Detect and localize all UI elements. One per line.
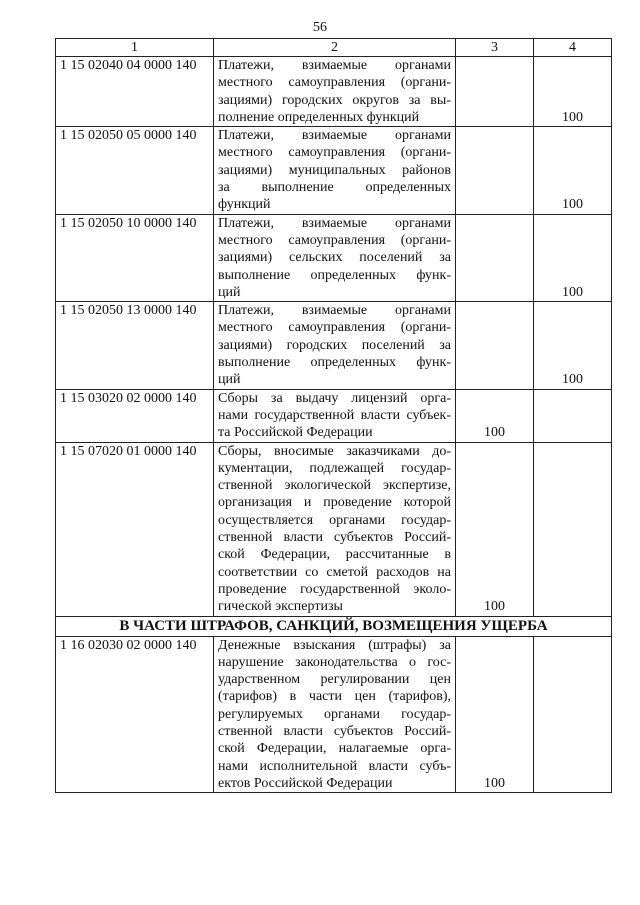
- description-line: Платежи, взимаемые органами: [218, 58, 451, 73]
- description-cell: [214, 214, 456, 301]
- description-line: Сборы за выдачу лицензий орга-: [218, 390, 451, 406]
- budget-code-cell: 1 15 07020 01 0000 140: [56, 442, 214, 616]
- revenue-codes-table: [55, 38, 612, 793]
- description-cell: [214, 302, 456, 389]
- column-3-value: 100: [456, 442, 534, 616]
- description-line: организация и проведение которой: [218, 495, 451, 511]
- description-cell: [214, 636, 456, 793]
- description-line: Сборы, вносимые заказчиками до-: [218, 443, 451, 459]
- table-row: [56, 442, 612, 616]
- budget-code-cell: 1 15 02050 05 0000 140: [56, 127, 214, 214]
- description-line: ственной экологической экспертизе,: [218, 478, 451, 494]
- column-4-value: 100: [534, 127, 612, 214]
- column-3-value: [456, 302, 534, 389]
- description-line: выполнение определенных функ-: [218, 355, 451, 371]
- description-line: полнение определенных функций: [218, 109, 420, 125]
- column-4-value: 100: [534, 214, 612, 301]
- description-line: та Российской Федерации: [218, 425, 373, 441]
- description-line: Платежи, взимаемые органами: [218, 215, 451, 231]
- section-heading-row: [56, 616, 612, 636]
- description-line: местного самоуправления (органи-: [218, 75, 451, 91]
- table-row: [56, 214, 612, 301]
- budget-code-cell: 1 15 03020 02 0000 140: [56, 389, 214, 442]
- column-4-value: 100: [534, 302, 612, 389]
- description-line: Платежи, взимаемые органами: [218, 128, 451, 144]
- budget-code-cell: 1 15 02050 10 0000 140: [56, 214, 214, 301]
- column-header: 2: [214, 39, 456, 57]
- description-line: местного самоуправления (органи-: [218, 232, 451, 248]
- description-line: регулируемых органами государ-: [218, 706, 451, 722]
- description-line: ектов Российской Федерации: [218, 775, 393, 791]
- description-line: ской Федерации, налагаемые орга-: [218, 741, 451, 757]
- column-4-value: [534, 442, 612, 616]
- table-row: [56, 127, 612, 214]
- column-header: 1: [56, 39, 214, 57]
- column-3-value: [456, 57, 534, 127]
- description-line: нами государственной власти субъек-: [218, 407, 451, 423]
- description-line: за выполнение определенных: [218, 180, 451, 196]
- table-row: [56, 636, 612, 793]
- column-3-value: [456, 127, 534, 214]
- description-line: кументации, подлежащей государ-: [218, 460, 451, 476]
- description-cell: [214, 127, 456, 214]
- description-line: осуществляется органами государ-: [218, 512, 451, 528]
- description-line: ственной власти субъектов Россий-: [218, 530, 451, 546]
- table-row: [56, 57, 612, 127]
- budget-code-cell: 1 16 02030 02 0000 140: [56, 636, 214, 793]
- description-line: выполнение определенных функ-: [218, 267, 451, 283]
- description-line: зациями) муниципальных районов: [218, 162, 451, 178]
- description-line: функций: [218, 197, 271, 213]
- column-4-value: [534, 636, 612, 793]
- description-line: Платежи, взимаемые органами: [218, 303, 451, 319]
- description-cell: [214, 389, 456, 442]
- description-line: ций: [218, 284, 241, 300]
- description-line: соответствии со сметой расходов на: [218, 564, 451, 580]
- description-line: ударственном регулировании цен: [218, 672, 451, 688]
- description-line: гической экспертизы: [218, 599, 343, 615]
- table-header-row: [56, 39, 612, 57]
- description-line: проведение государственной эколо-: [218, 581, 451, 597]
- column-4-value: [534, 389, 612, 442]
- column-header: 4: [534, 39, 612, 57]
- description-line: нарушение законодательства о гос-: [218, 654, 451, 670]
- table-row: [56, 302, 612, 389]
- description-line: местного самоуправления (органи-: [218, 145, 451, 161]
- description-line: ской Федерации, рассчитанные в: [218, 547, 451, 563]
- description-line: зациями) городских округов за вы-: [218, 92, 451, 108]
- description-cell: [214, 442, 456, 616]
- description-line: ций: [218, 372, 241, 388]
- column-4-value: 100: [534, 57, 612, 127]
- budget-code-cell: 1 15 02040 04 0000 140: [56, 57, 214, 127]
- column-3-value: [456, 214, 534, 301]
- budget-code-cell: 1 15 02050 13 0000 140: [56, 302, 214, 389]
- description-line: (тарифов) в части цен (тарифов),: [218, 689, 451, 705]
- description-line: ственной власти субъектов Россий-: [218, 723, 451, 739]
- table-row: [56, 389, 612, 442]
- description-line: местного самоуправления (органи-: [218, 320, 451, 336]
- description-line: зациями) городских поселений за: [218, 337, 451, 353]
- column-3-value: 100: [456, 636, 534, 793]
- description-cell: [214, 57, 456, 127]
- column-3-value: 100: [456, 389, 534, 442]
- description-line: Денежные взыскания (штрафы) за: [218, 637, 451, 653]
- column-header: 3: [456, 39, 534, 57]
- description-line: нами исполнительной власти субъ-: [218, 758, 451, 774]
- description-line: зациями) сельских поселений за: [218, 250, 451, 266]
- section-heading: В ЧАСТИ ШТРАФОВ, САНКЦИЙ, ВОЗМЕЩЕНИЯ УЩЕРБА: [56, 616, 612, 636]
- page-number: 56: [313, 20, 327, 35]
